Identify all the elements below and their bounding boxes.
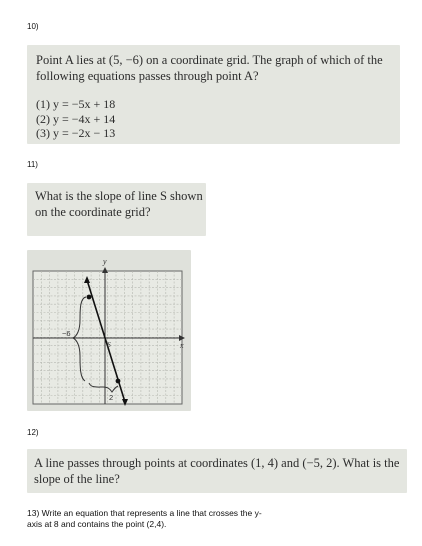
choice-3: (3) y = −2x − 13 (36, 126, 116, 140)
run-label: 2 (109, 393, 114, 402)
choice-2: (2) y = −4x + 14 (36, 111, 116, 126)
point-upper (87, 295, 92, 300)
x-axis-label: x (180, 341, 184, 350)
question-10-box (27, 45, 400, 144)
question-13-text: 13) Write an equation that represents a line that crosses the y-axis at 8 and contains the point (2,4). (27, 508, 262, 529)
question-10-choices (36, 97, 115, 141)
question-12-number: 12) (27, 428, 39, 437)
y-axis-arrow (102, 267, 108, 273)
question-12-text: A line passes through points at coordinates (1, 4) and (−5, 2). What is the slope of the line? (34, 456, 400, 486)
y-axis-label: y (103, 257, 107, 266)
question-11-number: 11) (27, 160, 38, 169)
question-11-text: What is the slope of line S shown on the coordinate grid? (35, 189, 203, 219)
question-10-text: Point A lies at (5, −6) on a coordinate grid. The graph of which of the following equations passes through point A? (36, 53, 383, 83)
question-11-box (27, 183, 206, 236)
rise-label: −6 (62, 329, 71, 338)
coordinate-grid (27, 250, 191, 411)
point-lower (116, 379, 121, 384)
coordinate-grid-figure (27, 250, 191, 411)
line-s-label: S (107, 340, 111, 349)
question-12-box (27, 449, 407, 493)
question-10-number: 10) (27, 22, 39, 31)
choice-1: (1) y = −5x + 18 (36, 97, 116, 111)
